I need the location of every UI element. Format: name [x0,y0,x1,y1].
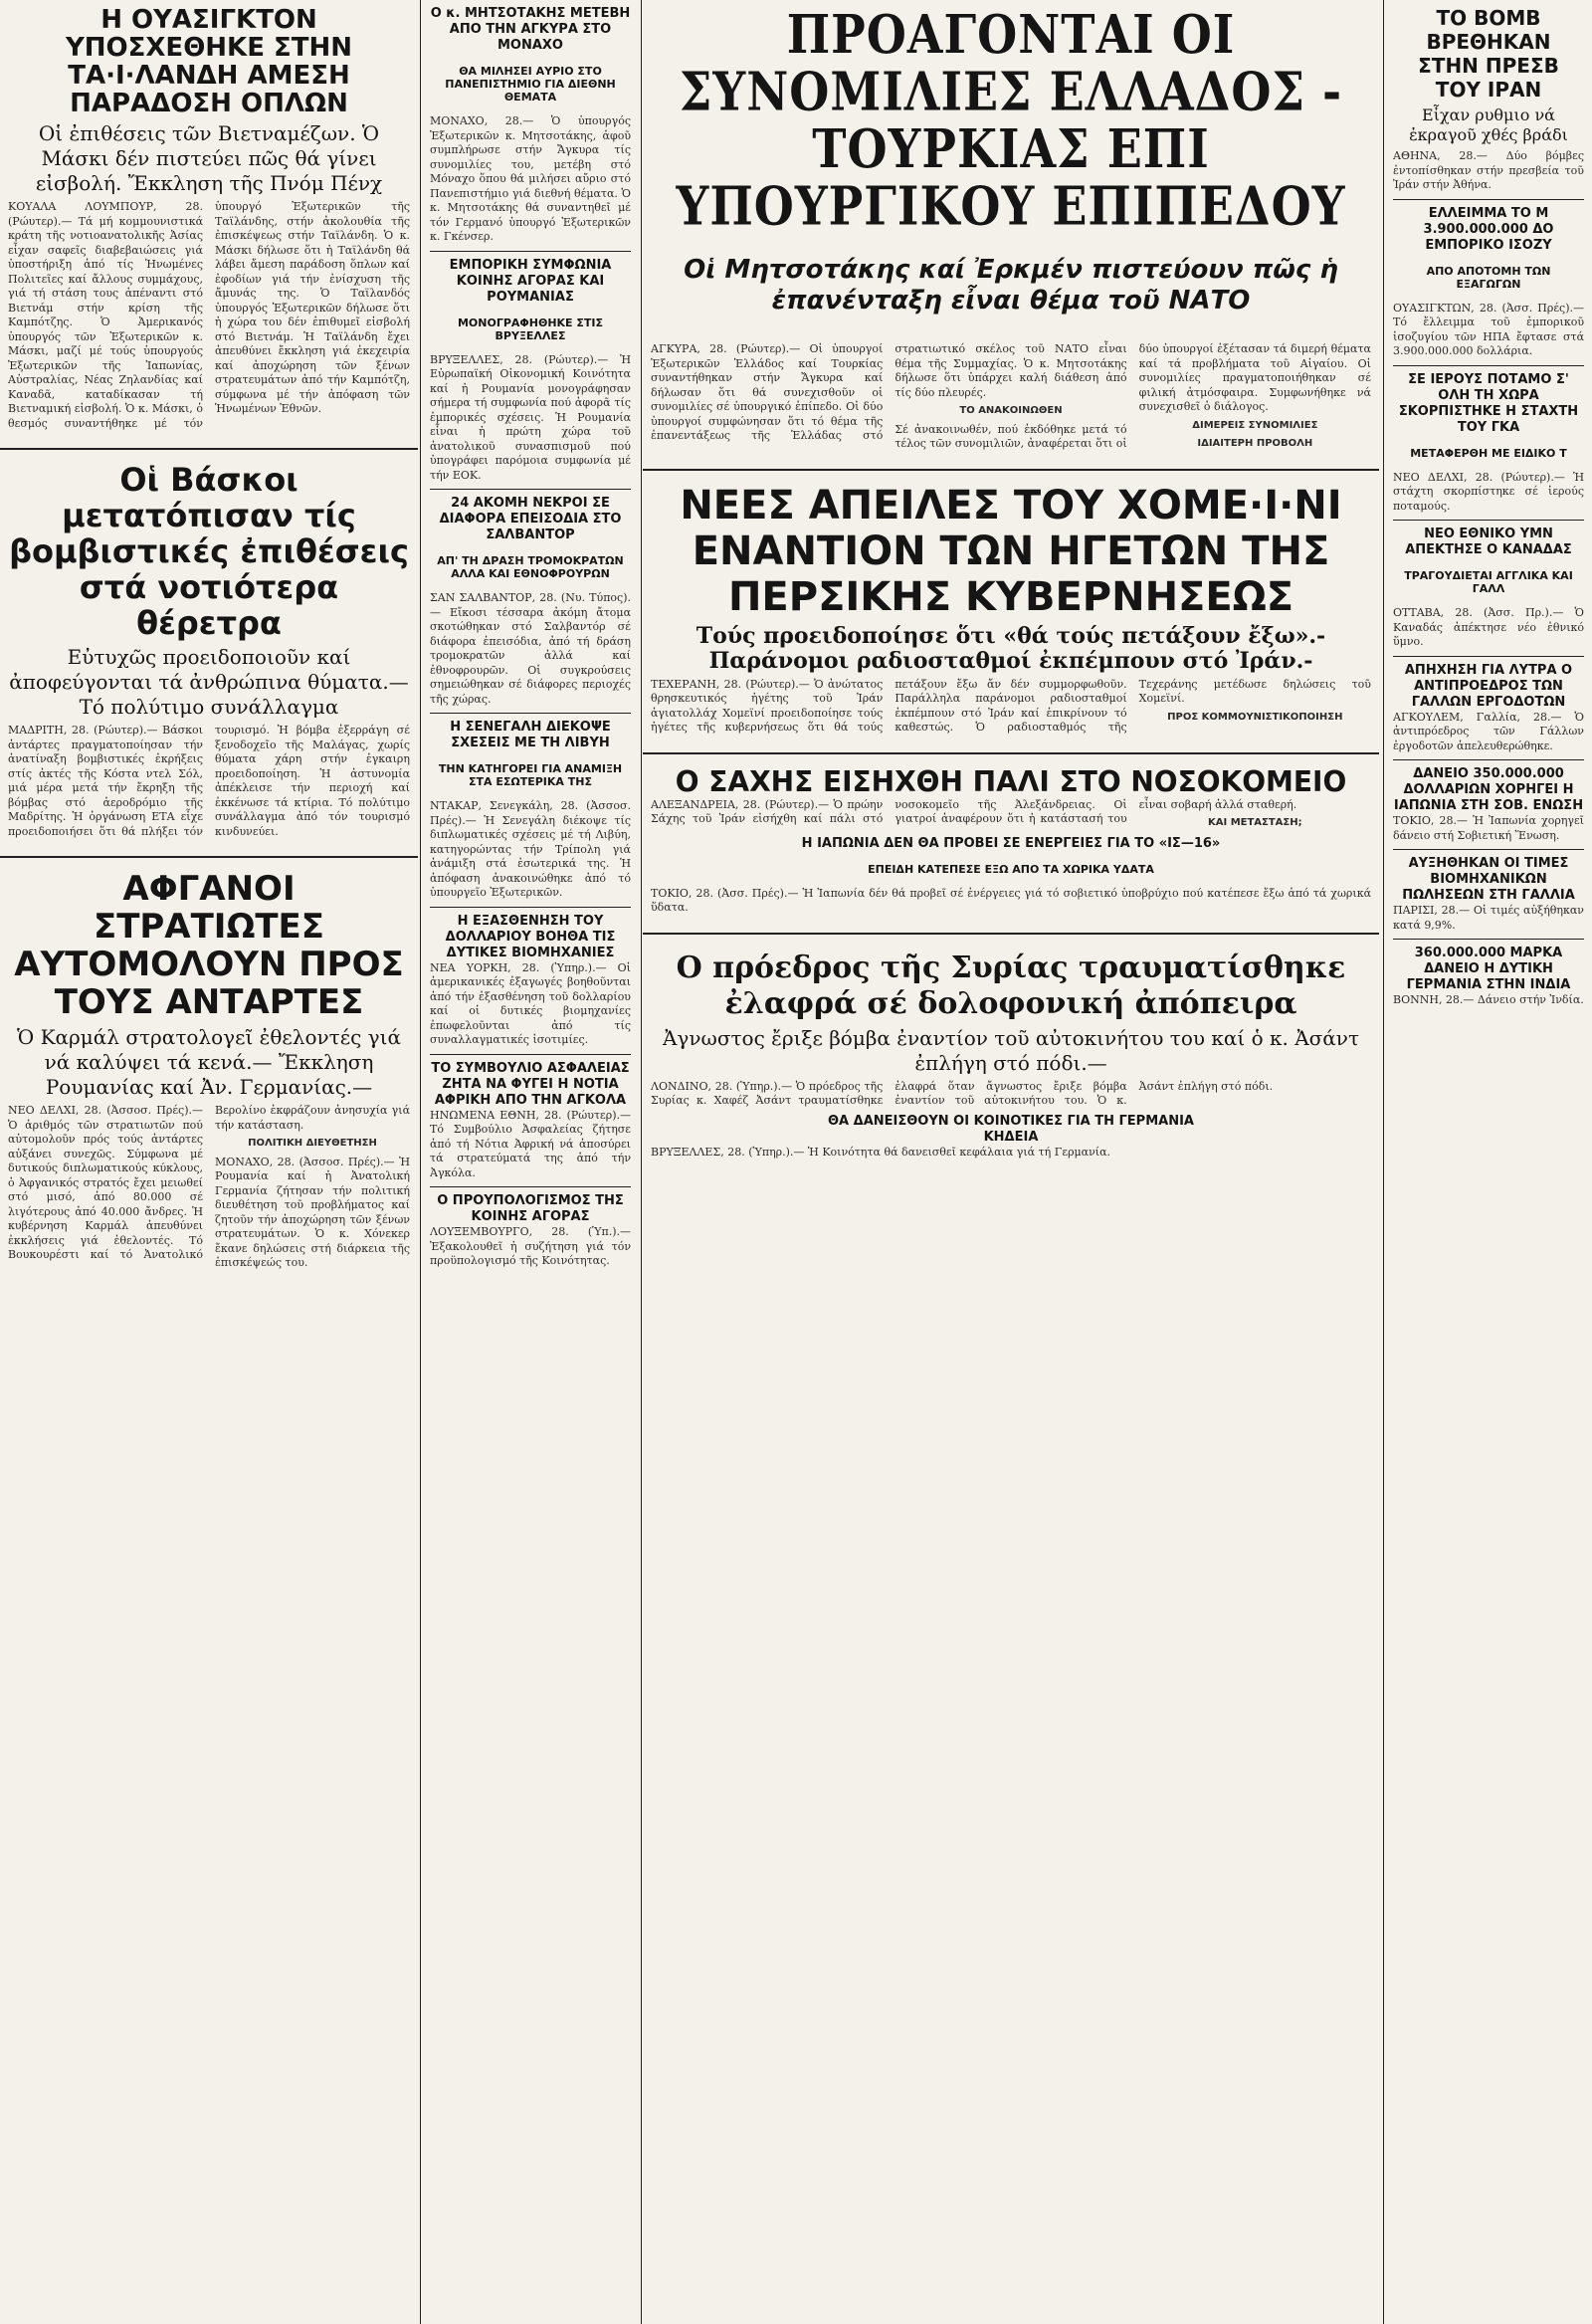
headline-funeral: ΚΗΔΕΙΑ [983,1129,1039,1145]
column-4: ΤΟ ΒΟΜΒ ΒΡΕΘΗΚΑΝ ΣΤΗΝ ΠΡΕΣΒ ΤΟΥ ΙΡΑΝ Εἶχαν ρυθμιο νά ἐκραγοῦ χθές βράδι ΑΘΗΝΑ, 28.— Δύο βόμβες ἐντοπίσθηκαν στήν πρεσβεία τοῦ Ἰράν στήν Ἀθήνα. ΕΛΛΕΙΜΜΑ ΤΟ Μ 3.900.000.000 ΔΟ ΕΜΠΟΡΙΚΟ ΙΣΟΖΥ ΑΠΟ ΑΠΟΤΟΜΗ ΤΩΝ ΕΞΑΓΩΓΩΝ ΟΥΑΣΙΓΚΤΩΝ, 28. (Ἀσσ. Πρές).— Τό ἔλλειμμα τοῦ ἐμπορικοῦ ἰσοζυγίου τῶν ΗΠΑ ἔφτασε στά 3.900.000.000 δολλάρια. ΣΕ ΙΕΡΟΥΣ ΠΟΤΑΜΟ Σ' ΟΛΗ ΤΗ ΧΩΡΑ ΣΚΟΡΠΙΣΤΗΚΕ Η ΣΤΑΧΤΗ ΤΟΥ ΓΚΑ ΜΕΤΑΦΕΡΘΗ ΜΕ ΕΙΔΙΚΟ Τ ΝΕΟ ΔΕΛΧΙ, 28. (Ρώυτερ).— Ἡ στάχτη σκορπίστηκε σέ ἱερούς ποταμούς. ΝΕΟ ΕΘΝΙΚΟ ΥΜΝ ΑΠΕΚΤΗΣΕ Ο ΚΑΝΑΔΑΣ ΤΡΑΓΟΥΔΙΕΤΑΙ ΑΓΓΛΙΚΑ ΚΑΙ ΓΑΛΛ ΟΤΤΑΒΑ, 28. (Ἀσσ. Πρ.).— Ὁ Καναδάς ἀπέκτησε νέο ἐθνικό ὕμνο. ΑΠΗΧΗΣΗ ΓΙΑ ΛΥΤΡΑ Ο ΑΝΤΙΠΡΟΕΔΡΟΣ ΤΩΝ ΓΑΛΛΩΝ ΕΡΓΟΔΟΤΩΝ ΑΓΚΟΥΛΕΜ, Γαλλία, 28.— Ὁ ἀντιπρόεδρος τῶν Γάλλων ἐργοδοτῶν ἀπελευθερώθηκε. ΔΑΝΕΙΟ 350.000.000 ΔΟΛΛΑΡΙΩΝ ΧΟΡΗΓΕΙ Η ΙΑΠΩΝΙΑ ΣΤΗ ΣΟΒ. ΕΝΩΣΗ ΤΟΚΙΟ, 28.— Ἡ Ἰαπωνία χορηγεῖ δάνειο στή Σοβιετική Ἕνωση. ΑΥΞΗΘΗΚΑΝ ΟΙ ΤΙΜΕΣ ΒΙΟΜΗΧΑΝΙΚΩΝ ΠΩΛΗΣΕΩΝ ΣΤΗ ΓΑΛΛΙΑ ΠΑΡΙΣΙ, 28.— Οἱ τιμές αὐξήθηκαν κατά 9,9%. 360.000.000 ΜΑΡΚΑ ΔΑΝΕΙΟ Η ΔΥΤΙΚΗ ΓΕΡΜΑΝΙΑ ΣΤΗΝ ΙΝΔΙΑ ΒΟΝΝΗ, 28.— Δάνειο στήν Ἰνδία. [1393,6,1584,1006]
headline-eec-germany: ΘΑ ΔΑΝΕΙΣΘΟΥΝ ΟΙ ΚΟΙΝΟΤΙΚΕΣ ΓΙΑ ΤΗ ΓΕΡΜΑΝΙΑ [828,1113,1194,1129]
headline-budget: Ο ΠΡΟΥΠΟΛΟΓΙΣΜΟΣ ΤΗΣ ΚΟΙΝΗΣ ΑΓΟΡΑΣ [437,1193,624,1224]
headline-security-council: ΤΟ ΣΥΜΒΟΥΛΙΟ ΑΣΦΑΛΕΙΑΣ ΖΗΤΑ ΝΑ ΦΥΓΕΙ Η ΝΟΤΙΑ ΑΦΡΙΚΗ ΑΠΟ ΤΗΝ ΑΓΚΟΛΑ [431,1060,630,1108]
article-brussels-2: ΒΡΥΞΕΛΛΕΣ, 28. (Ὑπηρ.).— Ἡ Κοινότητα θά δανεισθεῖ κεφάλαια γιά τή Γερμανία. [651,1145,1111,1159]
headline-afghan-soldiers: ΑΦΓΑΝΟΙ ΣΤΡΑΤΙΩΤΕΣ ΑΥΤΟΜΟΛΟΥΝ ΠΡΟΣ ΤΟΥΣ ΑΝΤΑΡΤΕΣ [14,869,404,1022]
article-salvador: ΣΑΝ ΣΑΛΒΑΝΤΟΡ, 28. (Νυ. Τύπος).— Εἴκοσι τέσσαρα ἀκόμη ἄτομα σκοτώθηκαν στό Σαλβαντόρ σέ διάφορα ἐπεισόδια, ἀπό τή δράση τρομοκρατῶν ἀλλά καί ἐθνοφρουρῶν. Οἱ συγκρούσεις σημειώθηκαν σέ διάφορες περιοχές τῆς χώρας. [430,591,631,706]
column-rule [1383,0,1384,2324]
headline-ashes: ΣΕ ΙΕΡΟΥΣ ΠΟΤΑΜΟ Σ' ΟΛΗ ΤΗ ΧΩΡΑ ΣΚΟΡΠΙΣΤΗΚΕ Η ΣΤΑΧΤΗ ΤΟΥ ΓΚΑ [1398,371,1579,435]
deck-vietnam-attacks: Οἱ ἐπιθέσεις τῶν Βιετναμέζων. Ὁ Μάσκι δέν πιστεύει πῶς θά γίνει εἰσβολή. Ἔκκληση τῆς Πνόμ Πένχ [35,121,383,195]
headline-japan-loan: ΔΑΝΕΙΟ 350.000.000 ΔΟΛΛΑΡΙΩΝ ΧΟΡΗΓΕΙ Η ΙΑΠΩΝΙΑ ΣΤΗ ΣΟΒ. ΕΝΩΣΗ [1393,766,1584,813]
headline-mitsotakis-munich: Ο κ. ΜΗΤΣΟΤΑΚΗΣ ΜΕΤΕΒΗ ΑΠΟ ΤΗΝ ΑΓΚΥΡΑ ΣΤΟ ΜΟΝΑΧΟ [430,6,631,53]
article-alexandria: ΑΛΕΞΑΝΔΡΕΙΑ, 28. (Ρώυτερ).— Ὁ πρώην Σάχης τοῦ Ἰράν εἰσήχθη καί πάλι στό νοσοκομεῖο τῆς Ἀλεξάνδρειας. Οἱ γιατροί ἀναφέρουν ὅτι ἡ κατάστασή του εἶναι σοβαρή ἀλλά σταθερή. ΚΑΙ ΜΕΤΑΣΤΑΣΗ; [651,797,1302,828]
deck-university: ΘΑ ΜΙΛΗΣΕΙ ΑΥΡΙΟ ΣΤΟ ΠΑΝΕΠΙΣΤΗΜΙΟ ΓΙΑ ΔΙΕΘΝΗ ΘΕΜΑΤΑ [445,65,616,104]
headline-shah: Ο ΣΑΧΗΣ ΕΙΣΗΧΘΗ ΠΑΛΙ ΣΤΟ ΝΟΣΟΚΟΜΕΙΟ [675,764,1347,798]
headline-greece-turkey: ΠΡΟΑΓΟΝΤΑΙ ΟΙ ΣΥΝΟΜΙΛΙΕΣ ΕΛΛΑΔΟΣ - ΤΟΥΡΚΙΑΣ ΕΠΙ ΥΠΟΥΡΓΙΚΟΥ ΕΠΙΠΕΔΟΥ [676,3,1346,238]
headline-syria: Ο πρόεδρος τῆς Συρίας τραυματίσθηκε ἐλαφρά σέ δολοφονική ἀπόπειρα [676,950,1346,1021]
headline-canada-anthem: ΝΕΟ ΕΘΝΙΚΟ ΥΜΝ ΑΠΕΚΤΗΣΕ Ο ΚΑΝΑΔΑΣ [1405,527,1572,557]
headline-ransom: ΑΠΗΧΗΣΗ ΓΙΑ ΛΥΤΡΑ Ο ΑΝΤΙΠΡΟΕΔΡΟΣ ΤΩΝ ΓΑΛΛΩΝ ΕΡΓΟΔΟΤΩΝ [1404,662,1573,710]
article-london: ΛΟΝΔΙΝΟ, 28. (Ὑπηρ.).— Ὁ πρόεδρος τῆς Συρίας κ. Χαφέζ Ἀσάντ τραυματίσθηκε ἐλαφρά ὅταν ἄγνωστος ἔριξε βόμβα ἐναντίον τοῦ αὐτοκινήτου του. Ὁ κ. Ἀσάντ ἐπλήγη στό πόδι. [651,1079,1274,1107]
headline-iran-embassy: ΤΟ ΒΟΜΒ ΒΡΕΘΗΚΑΝ ΣΤΗΝ ΠΡΕΣΒ ΤΟΥ ΙΡΑΝ [1418,6,1559,102]
headline-india-loan: 360.000.000 ΜΑΡΚΑ ΔΑΝΕΙΟ Η ΔΥΤΙΚΗ ΓΕΡΜΑΝΙΑ ΣΤΗΝ ΙΝΔΙΑ [1406,946,1571,992]
deck-afghan: Ὁ Καρμάλ στρατολογεῖ ἐθελοντές γιά νά καλύψει τά κενά.— Ἔκκληση Ρουμανίας καί Ἀν. Γερμανίας.— [17,1025,401,1099]
deck-basques: Εὐτυχῶς προειδοποιοῦν καί ἀποφεύγονται τά ἀνθρώπινα θύματα.— Τό πολύτιμο συνάλλαγμα [9,645,409,719]
article-tokyo: ΤΟΚΙΟ, 28. (Ἀσσ. Πρές).— Ἡ Ἰαπωνία δέν θά προβεῖ σέ ἐνέργειες γιά τό σοβιετικό ὑποβρύχιο πού κατέπεσε ἔξω ἀπό τά χωρικά ὕδατα. [651,886,1371,914]
column-3: ΠΡΟΑΓΟΝΤΑΙ ΟΙ ΣΥΝΟΜΙΛΙΕΣ ΕΛΛΑΔΟΣ - ΤΟΥΡΚΙΑΣ ΕΠΙ ΥΠΟΥΡΓΙΚΟΥ ΕΠΙΠΕΔΟΥ Οἱ Μητσοτάκης καί Ἐρκμέν πιστεύουν πῶς ἡ ἐπανένταξη εἶναι θέμα τοῦ ΝΑΤΟ ΑΓΚΥΡΑ, 28. (Ρώυτερ).— Οἱ ὑπουργοί Ἐξωτερικῶν Ἑλλάδος καί Τουρκίας συναντήθηκαν στήν Ἄγκυρα καί δήλωσαν ὅτι θά συνεχισθοῦν οἱ συνομιλίες σέ ὑπουργικό ἐπίπεδο. Οἱ δύο ὑπουργοί συμφώνησαν ὅτι τό θέμα τῆς ἐπανεντάξεως τῆς Ἑλλάδας στό στρατιωτικό σκέλος τοῦ ΝΑΤΟ εἶναι θέμα τῆς Συμμαχίας. Ὁ κ. Μητσοτάκης δήλωσε ὅτι ὑπάρχει καλή διάθεση ἀπό τίς δύο πλευρές. ΤΟ ΑΝΑΚΟΙΝΩΘΕΝ Σέ ἀνακοινωθέν, πού ἐκδόθηκε μετά τό τέλος τῶν συνομιλιῶν, ἀναφέρεται ὅτι οἱ δύο ὑπουργοί ἐξέτασαν τά διμερή θέματα καί τά προβλήματα τοῦ Αἰγαίου. Οἱ συνομιλίες πραγματοποιήθηκαν σέ φιλική ἀτμόσφαιρα. Συμφωνήθηκε νά συνεχισθεῖ ὁ διάλογος. ΔΙΜΕΡΕΙΣ ΣΥΝΟΜΙΛΙΕΣ ΙΔΙΑΙΤΕΡΗ ΠΡΟΒΟΛΗ ΝΕΕΣ ΑΠΕΙΛΕΣ ΤΟΥ ΧΟΜΕ·Ι·ΝΙ ΕΝΑΝΤΙΟΝ ΤΩΝ ΗΓΕΤΩΝ ΤΗΣ ΠΕΡΣΙΚΗΣ ΚΥΒΕΡΝΗΣΕΩΣ Τούς προειδοποίησε ὅτι «θά τούς πετάξουν ἔξω».- Παράνομοι ραδιοσταθμοί ἐκπέμπουν στό Ἰράν.- ΤΕΧΕΡΑΝΗ, 28. (Ρώυτερ).— Ὁ ἀνώτατος θρησκευτικός ἡγέτης τοῦ Ἰράν ἀγιατολλάχ Χομεϊνί προειδοποίησε τούς ἡγέτες τῆς κυβερνήσεως ὅτι θά τούς πετάξουν ἔξω ἄν δέν συμμορφωθοῦν. Παράλληλα παράνομοι ραδιοσταθμοί ἐκπέμπουν στό Ἰράν καί ἐπικρίνουν τό καθεστώς. Ὁ ραδιοσταθμός τῆς Τεχεράνης μετέδωσε δηλώσεις τοῦ Χομεϊνί. ΠΡΟΣ ΚΟΜΜΟΥΝΙΣΤΙΚΟΠΟΙΗΣΗ Ο ΣΑΧΗΣ ΕΙΣΗΧΘΗ ΠΑΛΙ ΣΤΟ ΝΟΣΟΚΟΜΕΙΟ ΑΛΕΞΑΝΔΡΕΙΑ, 28. (Ρώυτερ).— Ὁ πρώην Σάχης τοῦ Ἰράν εἰσήχθη καί πάλι στό νοσοκομεῖο τῆς Ἀλεξάνδρειας. Οἱ γιατροί ἀναφέρουν ὅτι ἡ κατάστασή του εἶναι σοβαρή ἀλλά σταθερή. ΚΑΙ ΜΕΤΑΣΤΑΣΗ; Η ΙΑΠΩΝΙΑ ΔΕΝ ΘΑ ΠΡΟΒΕΙ ΣΕ ΕΝΕΡΓΕΙΕΣ ΓΙΑ ΤΟ «ΙΣ—16» ΕΠΕΙΔΗ ΚΑΤΕΠΕΣΕ ΕΞΩ ΑΠΟ ΤΑ ΧΩΡΙΚΑ ΥΔΑΤΑ ΤΟΚΙΟ, 28. (Ἀσσ. Πρές).— Ἡ Ἰαπωνία δέν θά προβεῖ σέ ἐνέργειες γιά τό σοβιετικό ὑποβρύχιο πού κατέπεσε ἔξω ἀπό τά χωρικά ὕδατα. Ο πρόεδρος τῆς Συρίας τραυματίσθηκε ἐλαφρά σέ δολοφονική ἀπόπειρα Ἀγνωστος ἔριξε βόμβα ἐναντίον τοῦ αὐτοκινήτου του καί ὁ κ. Ἀσάντ ἐπλήγη στό πόδι.— ΛΟΝΔΙΝΟ, 28. (Ὑπηρ.).— Ὁ πρόεδρος τῆς Συρίας κ. Χαφέζ Ἀσάντ τραυματίσθηκε ἐλαφρά ὅταν ἄγνωστος ἔριξε βόμβα ἐναντίον τοῦ αὐτοκινήτου του. Ὁ κ. Ἀσάντ ἐπλήγη στό πόδι. ΘΑ ΔΑΝΕΙΣΘΟΥΝ ΟΙ ΚΟΙΝΟΤΙΚΕΣ ΓΙΑ ΤΗ ΓΕΡΜΑΝΙΑ ΚΗΔΕΙΑ ΒΡΥΞΕΛΛΕΣ, 28. (Ὑπηρ.).— Ἡ Κοινότητα θά δανεισθεῖ κεφάλαια γιά τή Γερμανία. [643,0,1379,2324]
headline-eec-romania: ΕΜΠΟΡΙΚΗ ΣΥΜΦΩΝΙΑ ΚΟΙΝΗΣ ΑΓΟΡΑΣ ΚΑΙ ΡΟΥΜΑΝΙΑΣ [449,257,612,305]
deck-khomeini: Τούς προειδοποίησε ὅτι «θά τούς πετάξουν ἔξω».- Παράνομοι ραδιοσταθμοί ἐκπέμπουν στό Ἰράν.- [696,622,1326,674]
headline-khomeini: ΝΕΕΣ ΑΠΕΙΛΕΣ ΤΟΥ ΧΟΜΕ·Ι·ΝΙ ΕΝΑΝΤΙΟΝ ΤΩΝ ΗΓΕΤΩΝ ΤΗΣ ΠΕΡΣΙΚΗΣ ΚΥΒΕΡΝΗΣΕΩΣ [680,482,1342,620]
headline-salvador: 24 ΑΚΟΜΗ ΝΕΚΡΟΙ ΣΕ ΔΙΑΦΟΡΑ ΕΠΕΙΣΟΔΙΑ ΣΤΟ ΣΑΛΒΑΝΤΟΡ [439,496,622,542]
divider [0,448,418,450]
headline-france-prices: ΑΥΞΗΘΗΚΑΝ ΟΙ ΤΙΜΕΣ ΒΙΟΜΗΧΑΝΙΚΩΝ ΠΩΛΗΣΕΩΝ ΣΤΗ ΓΑΛΛΙΑ [1402,856,1575,903]
article-dakar: ΝΤΑΚΑΡ, Σενεγκάλη, 28. (Ἀσσοσ. Πρές).— Ἡ Σενεγάλη διέκοψε τίς διπλωματικές σχέσεις μέ τή Λιβύη, κατηγορώντας τήν Τρίπολη γιά ἀνάμιξη στά ἐσωτερικά της. Ἡ ἀπόφαση ἀνακοινώθηκε ἀπό τό ὑπουργεῖο Ἐξωτερικῶν. [430,799,631,899]
column-rule [420,0,421,2324]
subhead-political: ΠΟΛΙΤΙΚΗ ΔΙΕΥΘΕΤΗΣΗ [248,1138,377,1149]
headline-dollar: Η ΕΞΑΣΘΕΝΗΣΗ ΤΟΥ ΔΟΛΛΑΡΙΟΥ ΒΟΗΘΑ ΤΙΣ ΔΥΤΙΚΕΣ ΒΙΟΜΗΧΑΝΙΕΣ [445,913,616,960]
column-1 [0,0,418,2324]
divider [0,856,418,858]
article-un: ΗΝΩΜΕΝΑ ΕΘΝΗ, 28. (Ρώυτερ).— Τό Συμβούλιο Ἀσφαλείας ζήτησε ἀπό τή Νότια Ἀφρική νά ἀποσύρει τά στρατεύματά της ἀπό τήν Ἀγκόλα. [430,1108,631,1179]
headline-senegal: Η ΣΕΝΕΓΑΛΗ ΔΙΕΚΟΨΕ ΣΧΕΣΕΙΣ ΜΕ ΤΗ ΛΙΒΥΗ [450,720,611,750]
article-ankara: ΑΓΚΥΡΑ, 28. (Ρώυτερ).— Οἱ ὑπουργοί Ἐξωτερικῶν Ἑλλάδος καί Τουρκίας συναντήθηκαν στήν Ἄγκυρα καί δήλωσαν ὅτι θά συνεχισθοῦν οἱ συνομιλίες σέ ὑπουργικό ἐπίπεδο. Οἱ δύο ὑπουργοί συμφώνησαν ὅτι τό θέμα τῆς ἐπανεντάξεως τῆς Ἑλλάδας στό στρατιωτικό σκέλος τοῦ ΝΑΤΟ εἶναι θέμα τῆς Συμμαχίας. Ὁ κ. Μητσοτάκης δήλωσε ὅτι ὑπάρχει καλή διάθεση ἀπό τίς δύο πλευρές. ΤΟ ΑΝΑΚΟΙΝΩΘΕΝ Σέ ἀνακοινωθέν, πού ἐκδόθηκε μετά τό τέλος τῶν συνομιλιῶν, ἀναφέρεται ὅτι οἱ δύο ὑπουργοί ἐξέτασαν τά διμερή θέματα καί τά προβλήματα τοῦ Αἰγαίου. Οἱ συνομιλίες πραγματοποιήθηκαν σέ φιλική ἀτμόσφαιρα. Συμφωνήθηκε νά συνεχισθεῖ ὁ διάλογος. ΔΙΜΕΡΕΙΣ ΣΥΝΟΜΙΛΙΕΣ ΙΔΙΑΙΤΕΡΗ ΠΡΟΒΟΛΗ [651,342,1371,450]
column-2: Ο κ. ΜΗΤΣΟΤΑΚΗΣ ΜΕΤΕΒΗ ΑΠΟ ΤΗΝ ΑΓΚΥΡΑ ΣΤΟ ΜΟΝΑΧΟ ΘΑ ΜΙΛΗΣΕΙ ΑΥΡΙΟ ΣΤΟ ΠΑΝΕΠΙΣΤΗΜΙΟ ΓΙΑ ΔΙΕΘΝΗ ΘΕΜΑΤΑ ΜΟΝΑΧΟ, 28.— Ὁ ὑπουργός Ἐξωτερικῶν κ. Μητσοτάκης, ἀφοῦ συμπλήρωσε στήν Ἄγκυρα τίς συνομιλίες του, μετέβη στό Μόναχο ὅπου θά μιλήσει αὔριο στό Πανεπιστήμιο γιά διεθνή θέματα. Ὁ κ. Μητσοτάκης θά συναντηθεῖ μέ τόν Γερμανό ὑπουργό Ἐξωτερικῶν κ. Γκένσερ. ΕΜΠΟΡΙΚΗ ΣΥΜΦΩΝΙΑ ΚΟΙΝΗΣ ΑΓΟΡΑΣ ΚΑΙ ΡΟΥΜΑΝΙΑΣ ΜΟΝΟΓΡΑΦΗΘΗΚΕ ΣΤΙΣ ΒΡΥΞΕΛΛΕΣ ΒΡΥΞΕΛΛΕΣ, 28. (Ρώυτερ).— Ἡ Εὐρωπαϊκή Οἰκονομική Κοινότητα καί ἡ Ρουμανία μονογράφησαν σήμερα τή συμφωνία πού ἀφορᾶ τίς ἐμπορικές σχέσεις. Ἡ Ρουμανία εἶναι ἡ πρώτη χώρα τοῦ ἀνατολικοῦ συνασπισμοῦ πού ὑπογράφει παρόμοια συμφωνία μέ τήν ΕΟΚ. 24 ΑΚΟΜΗ ΝΕΚΡΟΙ ΣΕ ΔΙΑΦΟΡΑ ΕΠΕΙΣΟΔΙΑ ΣΤΟ ΣΑΛΒΑΝΤΟΡ ΑΠ' ΤΗ ΔΡΑΣΗ ΤΡΟΜΟΚΡΑΤΩΝ ΑΛΛΑ ΚΑΙ ΕΘΝΟΦΡΟΥΡΩΝ ΣΑΝ ΣΑΛΒΑΝΤΟΡ, 28. (Νυ. Τύπος).— Εἴκοσι τέσσαρα ἀκόμη ἄτομα σκοτώθηκαν στό Σαλβαντόρ σέ διάφορα ἐπεισόδια, ἀπό τή δράση τρομοκρατῶν ἀλλά καί ἐθνοφρουρῶν. Οἱ συγκρούσεις σημειώθηκαν σέ διάφορες περιοχές τῆς χώρας. Η ΣΕΝΕΓΑΛΗ ΔΙΕΚΟΨΕ ΣΧΕΣΕΙΣ ΜΕ ΤΗ ΛΙΒΥΗ ΤΗΝ ΚΑΤΗΓΟΡΕΙ ΓΙΑ ΑΝΑΜΙΞΗ ΣΤΑ ΕΣΩΤΕΡΙΚΑ ΤΗΣ ΝΤΑΚΑΡ, Σενεγκάλη, 28. (Ἀσσοσ. Πρές).— Ἡ Σενεγάλη διέκοψε τίς διπλωματικές σχέσεις μέ τή Λιβύη, κατηγορώντας τήν Τρίπολη γιά ἀνάμιξη στά ἐσωτερικά της. Ἡ ἀπόφαση ἀνακοινώθηκε ἀπό τό ὑπουργεῖο Ἐξωτερικῶν. Η ΕΞΑΣΘΕΝΗΣΗ ΤΟΥ ΔΟΛΛΑΡΙΟΥ ΒΟΗΘΑ ΤΙΣ ΔΥΤΙΚΕΣ ΒΙΟΜΗΧΑΝΙΕΣ ΝΕΑ ΥΟΡΚΗ, 28. (Ὑπηρ.).— Οἱ ἀμερικανικές ἐξαγωγές βοηθοῦνται ἀπό τήν ἐξασθένηση τοῦ δολλαρίου καί οἱ δυτικές βιομηχανίες ἐπωφελοῦνται ἀπό τίς συναλλαγματικές ἰσοτιμίες. ΤΟ ΣΥΜΒΟΥΛΙΟ ΑΣΦΑΛΕΙΑΣ ΖΗΤΑ ΝΑ ΦΥΓΕΙ Η ΝΟΤΙΑ ΑΦΡΙΚΗ ΑΠΟ ΤΗΝ ΑΓΚΟΛΑ ΗΝΩΜΕΝΑ ΕΘΝΗ, 28. (Ρώυτερ).— Τό Συμβούλιο Ἀσφαλείας ζήτησε ἀπό τή Νότια Ἀφρική νά ἀποσύρει τά στρατεύματά της ἀπό τήν Ἀγκόλα. Ο ΠΡΟΥΠΟΛΟΓΙΣΜΟΣ ΤΗΣ ΚΟΙΝΗΣ ΑΓΟΡΑΣ ΛΟΥΞΕΜΒΟΥΡΓΟ, 28. (Ὑπ.).— Ἐξακολουθεῖ ἡ συζήτηση γιά τόν προϋπολογισμό τῆς Κοινότητας. [430,6,631,1267]
article-luxembourg: ΛΟΥΞΕΜΒΟΥΡΓΟ, 28. (Ὑπ.).— Ἐξακολουθεῖ ἡ συζήτηση γιά τόν προϋπολογισμό τῆς Κοινότητας. [430,1225,631,1267]
article-tehran: ΤΕΧΕΡΑΝΗ, 28. (Ρώυτερ).— Ὁ ἀνώτατος θρησκευτικός ἡγέτης τοῦ Ἰράν ἀγιατολλάχ Χομεϊνί προειδοποίησε τούς ἡγέτες τῆς κυβερνήσεως ὅτι θά τούς πετάξουν ἔξω ἄν δέν συμμορφωθοῦν. Παράλληλα παράνομοι ραδιοσταθμοί ἐκπέμπουν στό Ἰράν καί ἐπικρίνουν τό καθεστώς. Ὁ ραδιοσταθμός τῆς Τεχεράνης μετέδωσε δηλώσεις τοῦ Χομεϊνί. ΠΡΟΣ ΚΟΜΜΟΥΝΙΣΤΙΚΟΠΟΙΗΣΗ [651,677,1371,734]
article-new-york: ΝΕΑ ΥΟΡΚΗ, 28. (Ὑπηρ.).— Οἱ ἀμερικανικές ἐξαγωγές βοηθοῦνται ἀπό τήν ἐξασθένηση τοῦ δολλαρίου καί οἱ δυτικές βιομηχανίες ἐπωφελοῦνται ἀπό τίς συναλλαγματικές ἰσοτιμίες. [430,960,631,1046]
headline-japan: Η ΙΑΠΩΝΙΑ ΔΕΝ ΘΑ ΠΡΟΒΕΙ ΣΕ ΕΝΕΡΓΕΙΕΣ ΓΙΑ ΤΟ «ΙΣ—16» [801,835,1221,851]
column-rule [641,0,642,2324]
article-madrid: ΜΑΔΡΙΤΗ, 28. (Ρώυτερ).— Βάσκοι ἀντάρτες πραγματοποίησαν τήν ἀνατίναξη βομβιστικές ἐκρήξεις στίς ἀκτές τῆς Κόστα ντελ Σόλ, μιά μέρα μετά τήν ἔκρηξη τῆς βόμβας στό ἀεροδρόμιο τῆς Μαδρίτης. Ἡ ὀργάνωση ΕΤΑ εἶχε προειδοποιήσει ὅτι θά πλήξει τόν τουρισμό. Ἡ βόμβα ἐξερράγη σέ ξενοδοχεῖο τῆς Μαλάγας, χωρίς θύματα χάρη στήν ἐγκαιρη προειδοποίηση. Ἡ ἀστυνομία ἀπέκλεισε τήν περιοχή καί ἐκκένωσε τά κτίρια. Τό πολύτιμο συνάλλαγμα ἀπό τόν τουρισμό κινδυνεύει. [8,724,410,838]
article-munich: ΜΟΝΑΧΟ, 28.— Ὁ ὑπουργός Ἐξωτερικῶν κ. Μητσοτάκης, ἀφοῦ συμπλήρωσε στήν Ἄγκυρα τίς συνομιλίες του, μετέβη στό Μόναχο ὅπου θά μιλήσει αὔριο στό Πανεπιστήμιο γιά διεθνή θέματα. Ὁ κ. Μητσοτάκης θά συναντηθεῖ μέ τόν Γερμανό ὑπουργό Ἐξωτερικῶν κ. Γκένσερ. [430,114,631,243]
article-kuala-lumpur: ΚΟΥΑΛΑ ΛΟΥΜΠΟΥΡ, 28. (Ρώυτερ).— Τά μή κομμουνιστικά κράτη τῆς νοτιοανατολικῆς Ἀσίας εἶχαν σαφεῖς διαβεβαιώσεις γιά ὑποστήριξη ἀπό τίς Ἡνωμένες Πολιτεῖες καί ἄλλους συμμάχους, γιά τή στάση τους ἀπέναντι στό Βιετνάμ στήν κρίση τῆς Καμπότζης. Ὁ Ἀμερικανός ὑπουργός τῶν Ἐξωτερικῶν κ. Μάσκι, μαζί μέ τούς ὑπουργούς Ἐξωτερικῶν τῆς Ἰαπωνίας, Αὐστραλίας, Νέας Ζηλανδίας καί Καναδᾶ, καταδίκασαν τή Βιετναμική εἰσβολή. Ὁ κ. Μάσκι, ὁ θεσμός συναντήθηκε μέ τόν ὑπουργό Ἐξωτερικῶν τῆς Ταϊλάνδης, στήν ἀκολουθία τῆς ἐπισκέψεως στήν Ταϊλάνδη. Ὁ κ. Μάσκι δήλωσε ὅτι ἡ Ταϊλάνδη θά λάβει ἄμεση παράδοση ὅπλων καί ἐφοδίων γιά τήν ἐνίσχυση τῆς ἄμυνάς της. Ὁ Ταϊλανδός ὑπουργός Ἐξωτερικῶν δήλωσε ὅτι ἡ χώρα του δέν ἐπιθυμεῖ εἰσβολή στό Βιετνάμ. Ἡ Ταϊλάνδη ἔχει ἀπευθύνει ἔκκληση γιά ἐκεχειρία καί ἀποχώρηση τῶν ξένων στρατευμάτων ἀπό τήν Καμπότζη, σύμφωνα μέ τήν ἀπόφαση τῶν Ἡνωμένων Ἐθνῶν. [8,200,410,430]
deck-syria: Ἀγνωστος ἔριξε βόμβα ἐναντίον τοῦ αὐτοκινήτου του καί ὁ κ. Ἀσάντ ἐπλήγη στό πόδι.— [662,1025,1360,1075]
headline-basques: Οἱ Βάσκοι μετατόπισαν τίς βομβιστικές ἐπιθέσεις στά νοτιότερα θέρετρα [9,461,409,642]
article-brussels: ΒΡΥΞΕΛΛΕΣ, 28. (Ρώυτερ).— Ἡ Εὐρωπαϊκή Οἰκονομική Κοινότητα καί ἡ Ρουμανία μονογράφησαν σήμερα τή συμφωνία πού ἀφορᾶ τίς ἐμπορικές σχέσεις. Ἡ Ρουμανία εἶναι ἡ πρώτη χώρα τοῦ ἀνατολικοῦ συνασπισμοῦ πού ὑπογράφει παρόμοια συμφωνία μέ τήν ΕΟΚ. [430,352,631,482]
article-new-delhi: ΝΕΟ ΔΕΛΧΙ, 28. (Ἀσσοσ. Πρές).— Ὁ ἀριθμός τῶν στρατιωτῶν πού αὐτομολοῦν πρός τούς ἀντάρτες αὐξάνει συνεχῶς. Σύμφωνα μέ δυτικούς διπλωματικούς κύκλους, ὁ Ἀφγανικός στρατός ἔχει μειωθεί στό μισό, ἀπό 80.000 σέ λιγότερους ἀπό 40.000 ἄνδρες. Ἡ κυβέρνηση Καρμάλ ἀπευθύνει ἐκκλήσεις γιά ἐθελοντές. Τό Βουκουρέστι καί τό Ἀνατολικό Βερολίνο ἐκφράζουν ἀνησυχία γιά τήν κατάσταση. ΠΟΛΙΤΙΚΗ ΔΙΕΥΘΕΤΗΣΗ ΜΟΝΑΧΟ, 28. (Ἀσσοσ. Πρές).— Ἡ Ρουμανία καί ἡ Ἀνατολική Γερμανία ζήτησαν τήν πολιτική διευθέτηση τοῦ προβλήματος καί ζητοῦν τήν ἀποχώρηση τῶν ξένων στρατευμάτων. Ὁ κ. Χόνεκερ ἔκανε δηλώσεις στή διάρκεια τῆς ἐπισκέψεώς του. [8,1104,410,1269]
deck-nato: Οἱ Μητσοτάκης καί Ἐρκμέν πιστεύουν πῶς ἡ ἐπανένταξη εἶναι θέμα τοῦ ΝΑΤΟ [684,255,1338,316]
headline-trade-deficit: ΕΛΛΕΙΜΜΑ ΤΟ Μ 3.900.000.000 ΔΟ ΕΜΠΟΡΙΚΟ ΙΣΟΖΥ [1423,205,1554,253]
headline-washington-thailand: Η ΟΥΑΣΙΓΚΤΟΝ ΥΠΟΣΧΕΘΗΚΕ ΣΤΗΝ ΤΑ·Ι·ΛΑΝΔΗ ΑΜΕΣΗ ΠΑΡΑΔΟΣΗ ΟΠΛΩΝ [65,5,353,118]
